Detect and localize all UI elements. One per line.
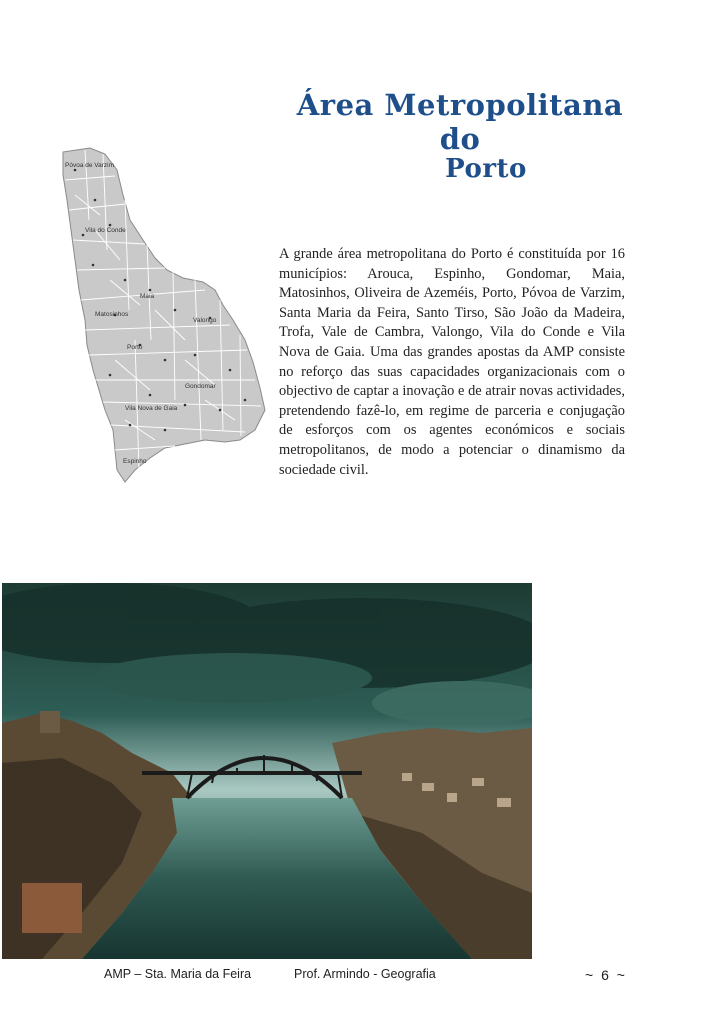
footer-teacher: Prof. Armindo - Geografia — [294, 967, 436, 981]
map-label-gaia: Vila Nova de Gaia — [125, 405, 178, 412]
page-title: Área Metropolitana do — [296, 88, 624, 156]
footer-school: AMP – Sta. Maria da Feira — [104, 967, 252, 981]
page-title-line2: Porto — [445, 154, 527, 184]
map-label-povoa: Póvoa de Varzim — [65, 162, 115, 169]
footer-page-number: ~ 6 ~ — [585, 967, 627, 983]
map-label-espinho: Espinho — [123, 458, 147, 465]
map-label-maia: Maia — [140, 293, 155, 300]
intro-paragraph: A grande área metropolitana do Porto é constituída por 16 municípios: Arouca, Espinho, Gondomar, Maia, Matosinhos, Oliveira de Azeméis, Porto, Póvoa de Varzim, Santa Maria da Feira, Santo Tirso, São João da Madeira, Trofa, Vale de Cambra, Valongo, Vila do Conde e Vila Nova de Gaia. Uma das grandes apostas da AMP consiste no reforço das suas capacidades organizacionais com o objectivo de captar a inovação e de atrair novas actividades, pretendendo fazê-lo, em regime de parceria e conjugação de esforços com os agentes económicos e sociais metropolitanos, de modo a potenciar o dinamismo da sociedade civil. — [279, 246, 625, 478]
map-label-vila-conde: Vila do Conde — [85, 227, 126, 234]
porto-river-photo — [2, 583, 532, 959]
map-label-porto: Porto — [127, 344, 143, 351]
map-label-gondomar: Gondomar — [185, 383, 216, 390]
map-shape — [63, 148, 265, 482]
map-label-matosinhos: Matosinhos — [95, 311, 129, 318]
map-label-valongo: Valongo — [193, 317, 217, 324]
municipalities-map — [55, 140, 273, 485]
